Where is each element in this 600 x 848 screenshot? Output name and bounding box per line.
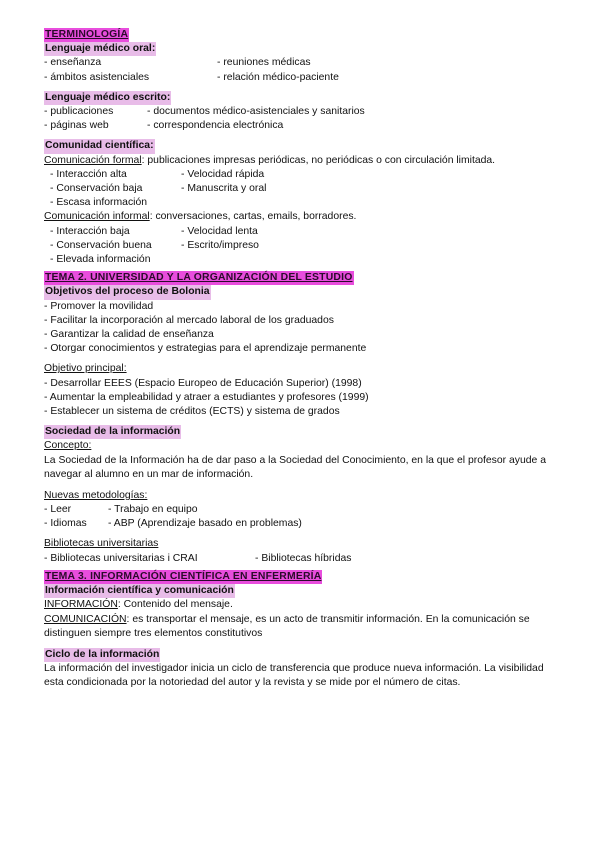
list-item: - Bibliotecas híbridas [255,552,352,564]
section-heading-tema2: TEMA 2. UNIVERSIDAD Y LA ORGANIZACIÓN DEL ESTUDIO [44,271,354,285]
list-item: - Manuscrita y oral [181,183,267,195]
list-item: - páginas web [44,120,109,132]
list-item: - Escasa información [50,197,148,209]
list-row [44,182,564,196]
formal-label: Comunicación formal [44,154,142,166]
list-item: - Trabajo en equipo [108,504,198,516]
list-item: - ámbitos asistenciales [44,71,150,83]
formal-text: : publicaciones impresas periódicas, no periódicas o con circulación limitada. [141,154,496,166]
list-row [44,105,564,119]
informal-text: : conversaciones, cartas, emails, borradores. [149,211,357,223]
list-row [44,517,564,531]
concepto-label: Concepto: [44,440,92,452]
list-row [44,71,564,85]
list-row [44,196,564,210]
ciclo-paragraph: La información del investigador inicia un ciclo de transferencia que produce nueva información. La visibilidad esta condicionada por la notoriedad del autor y la revista y se mide por el número de citas. [44,662,544,689]
informal-label: Comunicación informal [44,211,150,223]
list-item: - Conservación baja [50,183,143,195]
subheading-sociedad-informacion: Sociedad de la información [44,425,181,439]
list-item: - Elevada información [50,254,151,266]
list-row [44,225,564,239]
list-item: - Bibliotecas universitarias i CRAI [44,552,198,564]
informacion-text: : Contenido del mensaje. [117,599,233,611]
comunicacion-label: COMUNICACIÓN [44,613,127,625]
list-item: - Desarrollar EEES (Espacio Europeo de Educación Superior) (1998) [44,377,362,389]
subheading-lenguaje-oral: Lenguaje médico oral: [44,42,156,56]
list-item: - Otorgar conocimientos y estrategias para el aprendizaje permanente [44,343,367,355]
subheading-ciclo-informacion: Ciclo de la información [44,648,160,662]
list-item: - Promover la movilidad [44,300,154,312]
list-row [44,552,564,566]
list-item: - Garantizar la calidad de enseñanza [44,329,214,341]
list-item: - Interacción alta [50,168,127,180]
objetivo-principal-label: Objetivo principal: [44,363,127,375]
list-row [44,253,564,267]
list-item: - ABP (Aprendizaje basado en problemas) [108,518,302,530]
list-row [44,503,564,517]
list-item: - Velocidad lenta [181,225,258,237]
concepto-paragraph: La Sociedad de la Información ha de dar paso a la Sociedad del Conocimiento, en la que el profesor ayude a navegar al alumno en un mar de información. [44,454,546,481]
list-item: - Velocidad rápida [181,168,265,180]
list-item: - Leer [44,504,72,516]
comunicacion-text: : es transportar el mensaje, es un acto de transmitir información. En la comunicación se distinguen siempre tres elementos constitutivos [44,613,530,640]
subheading-objetivos-bolonia: Objetivos del proceso de Bolonia [44,285,211,299]
list-item: - reuniones médicas [217,57,311,69]
list-item: - Idiomas [44,518,87,530]
list-item: - Interacción baja [50,225,130,237]
list-item: - Aumentar la empleabilidad y atraer a estudiantes y profesores (1999) [44,391,369,403]
list-item: - Establecer un sistema de créditos (ECTS) y sistema de grados [44,406,340,418]
section-heading-tema3: TEMA 3. INFORMACIÓN CIENTÍFICA EN ENFERMERÍA [44,570,322,584]
list-row [44,168,564,182]
list-item: - Facilitar la incorporación al mercado laboral de los graduados [44,314,334,326]
list-row [44,239,564,253]
document-content [44,28,564,691]
metodologias-label: Nuevas metodologías: [44,489,148,501]
section-heading-terminologia: TERMINOLOGÍA [44,28,129,42]
list-item: - correspondencia electrónica [147,120,284,132]
subheading-comunidad-cientifica: Comunidad científica: [44,139,155,153]
list-item: - relación médico-paciente [217,71,339,83]
informacion-label: INFORMACIÓN [44,599,118,611]
subheading-informacion-cientifica: Información científica y comunicación [44,584,235,598]
list-item: - Conservación buena [50,239,152,251]
list-item: - enseñanza [44,57,102,69]
subheading-lenguaje-escrito: Lenguaje médico escrito: [44,91,171,105]
list-item: - Escrito/impreso [181,239,259,251]
list-item: - documentos médico-asistenciales y sanitarios [147,106,365,118]
list-row [44,119,564,133]
list-item: - publicaciones [44,106,114,118]
bibliotecas-label: Bibliotecas universitarias [44,538,159,550]
list-row [44,56,564,70]
